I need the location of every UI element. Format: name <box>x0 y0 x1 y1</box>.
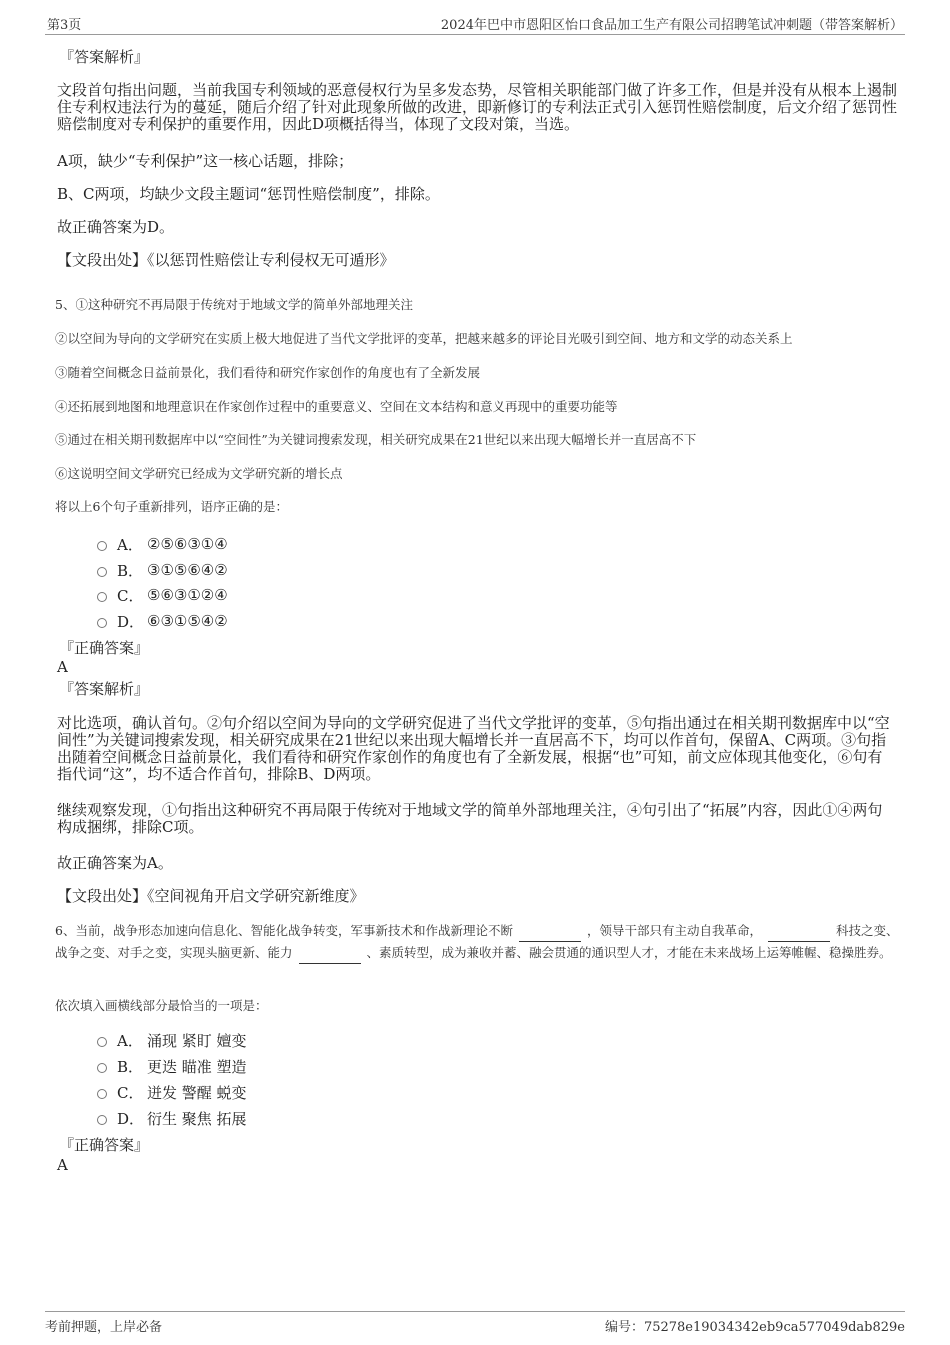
analysis-conclusion: 故正确答案为D。 <box>57 218 175 236</box>
option-key: B． <box>117 561 144 580</box>
question-prompt: 依次填入画横线部分最恰当的一项是： <box>55 998 268 1013</box>
page-footer <box>45 1311 905 1336</box>
option-d[interactable] <box>97 611 228 631</box>
stem-text: 、素质转型，成为兼收并蓄、融会贯通的通识型人才，才能在未来战场上运筹帷幄、稳操胜券。 <box>366 945 892 960</box>
option-value: 迸发 警醒 蜕变 <box>147 1083 247 1102</box>
option-value: 衍生 聚焦 拓展 <box>147 1109 247 1128</box>
answer-title: 『正确答案』 <box>59 1136 150 1154</box>
answer-value: A <box>57 658 68 676</box>
question-sentence: ③随着空间概念日益前景化，我们看待和研究作家创作的角度也有了全新发展 <box>55 365 481 380</box>
option-value: ②⑤⑥③①④ <box>147 535 228 553</box>
stem-text: 科技之变、战争之变、对手之变，实现头脑更新、能力 <box>55 923 899 960</box>
analysis-paragraph: 对比选项，确认首句。②句介绍以空间为导向的文学研究促进了当代文学批评的变革，⑤句指出通过在相关期刊数据库中以“空间性”为关键词搜索发现，相关研究成果在21世纪以来出现大幅增长并一直居高不下，均可以作首句，保留A、C两项。③句指出随着空间概念日益前景化，我们看待和研究作家创作的角度也有了全新发展，根据“也”可知，前文应体现其他变化，⑥句有指代词“这”，均不适合作首句，排除B、D两项。 <box>57 714 890 783</box>
option-key: C． <box>117 1083 144 1102</box>
analysis-conclusion: 故正确答案为A。 <box>57 854 173 872</box>
option-value: ③①⑤⑥④② <box>147 561 228 579</box>
answer-value: A <box>57 1156 68 1174</box>
radio-icon[interactable] <box>97 541 107 551</box>
option-key: D． <box>117 1109 145 1128</box>
option-d[interactable] <box>97 1108 247 1128</box>
document-id: 编号：75278e19034342eb9ca577049dab829e <box>604 1320 905 1335</box>
radio-icon[interactable] <box>97 618 107 628</box>
fill-blank <box>519 929 581 942</box>
option-a[interactable] <box>97 1030 247 1050</box>
question-sentence: ④还拓展到地图和地理意识在作家创作过程中的重要意义、空间在文本结构和意义再现中的重要功能等 <box>55 399 618 414</box>
passage-source: 【文段出处】《空间视角开启文学研究新维度》 <box>57 887 365 905</box>
question-prompt: 将以上6个句子重新排列，语序正确的是： <box>55 499 288 514</box>
radio-icon[interactable] <box>97 592 107 602</box>
page-number: 第3页 <box>47 18 82 33</box>
answer-title: 『正确答案』 <box>59 639 150 657</box>
radio-icon[interactable] <box>97 567 107 577</box>
question-sentence: ②以空间为导向的文学研究在实质上极大地促进了当代文学批评的变革，把越来越多的评论目光吸引到空间、地方和文学的动态关系上 <box>55 331 793 346</box>
page-header <box>45 14 905 35</box>
option-c[interactable] <box>97 585 228 605</box>
question-sentence: ⑥这说明空间文学研究已经成为文学研究新的增长点 <box>55 466 343 481</box>
fill-blank <box>299 951 361 964</box>
radio-icon[interactable] <box>97 1115 107 1125</box>
option-value: ⑤⑥③①②④ <box>147 586 228 604</box>
option-b[interactable] <box>97 1056 247 1076</box>
option-key: A． <box>117 1031 143 1050</box>
fill-blank <box>768 929 830 942</box>
analysis-title: 『答案解析』 <box>59 680 150 698</box>
option-c[interactable] <box>97 1082 247 1102</box>
option-key: C． <box>117 586 144 605</box>
option-key: A． <box>117 535 143 554</box>
analysis-paragraph: A项，缺少“专利保护”这一核心话题，排除； <box>57 152 354 170</box>
option-key: B． <box>117 1057 144 1076</box>
analysis-title: 『答案解析』 <box>59 48 150 66</box>
question-sentence: 5、①这种研究不再局限于传统对于地域文学的简单外部地理关注 <box>55 297 413 312</box>
stem-text: ，领导干部只有主动自我革命， <box>586 923 762 938</box>
option-b[interactable] <box>97 560 228 580</box>
document-title: 2024年巴中市恩阳区怡口食品加工生产有限公司招聘笔试冲刺题（带答案解析） <box>440 18 903 33</box>
option-key: D． <box>117 612 145 631</box>
passage-source: 【文段出处】《以惩罚性赔偿让专利侵权无可遁形》 <box>57 251 395 269</box>
radio-icon[interactable] <box>97 1089 107 1099</box>
radio-icon[interactable] <box>97 1063 107 1073</box>
option-value: 涌现 紧盯 嬗变 <box>147 1031 247 1050</box>
radio-icon[interactable] <box>97 1037 107 1047</box>
analysis-paragraph: 文段首句指出问题，当前我国专利领域的恶意侵权行为呈多发态势，尽管相关职能部门做了许多工作，但是并没有从根本上遏制住专利权违法行为的蔓延，随后介绍了针对此现象所做的改进，即新修订的专利法正式引入惩罚性赔偿制度，后文介绍了惩罚性赔偿制度对专利保护的重要作用，因此D项概括得当，体现了文段对策，当选。 <box>57 81 898 133</box>
footer-slogan: 考前押题，上岸必备 <box>45 1320 163 1335</box>
option-a[interactable] <box>97 534 228 554</box>
option-value: ⑥③①⑤④② <box>147 612 228 630</box>
question-sentence: ⑤通过在相关期刊数据库中以“空间性”为关键词搜索发现，相关研究成果在21世纪以来出现大幅增长并一直居高不下 <box>55 432 697 447</box>
analysis-paragraph: B、C两项，均缺少文段主题词“惩罚性赔偿制度”，排除。 <box>57 185 440 203</box>
analysis-paragraph: 继续观察发现，①句指出这种研究不再局限于传统对于地域文学的简单外部地理关注，④句引出了“拓展”内容，因此①④两句构成捆绑，排除C项。 <box>57 801 883 836</box>
question-stem <box>55 920 900 964</box>
stem-text: 6、当前，战争形态加速向信息化、智能化战争转变，军事新技术和作战新理论不断 <box>55 923 513 938</box>
option-value: 更迭 瞄准 塑造 <box>147 1057 247 1076</box>
